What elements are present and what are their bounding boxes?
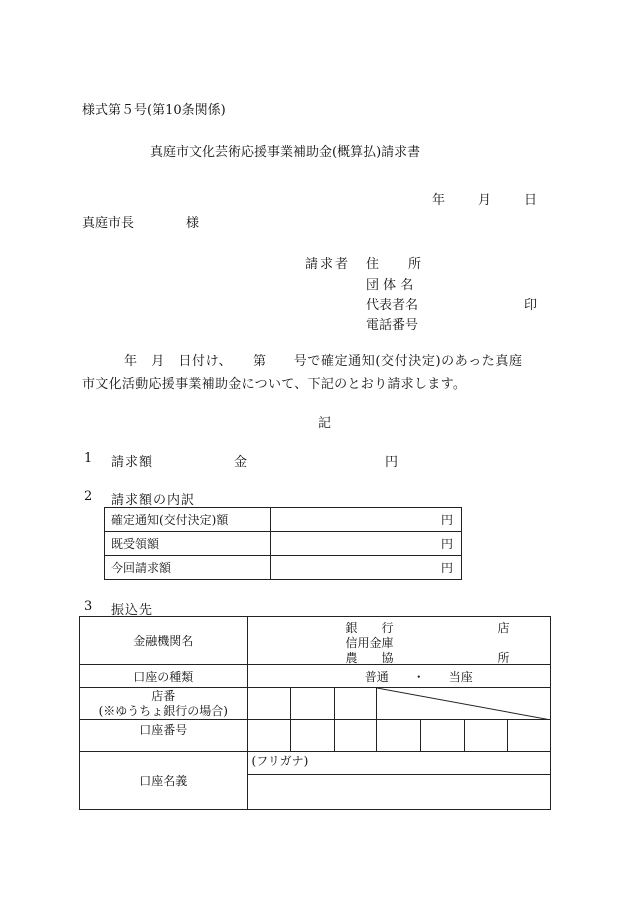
row-unit[interactable]: 円 — [271, 508, 462, 532]
body-line-2: 市文化活動応援事業補助金について、下記のとおり請求します。 — [82, 377, 467, 392]
date-day: 日 — [524, 193, 538, 208]
account-digit[interactable] — [335, 720, 377, 752]
nokyo-label: 農 協 — [345, 651, 394, 665]
account-number-label: 口座番号 — [80, 720, 248, 752]
row-unit[interactable]: 円 — [271, 556, 462, 580]
row-label: 今回請求額 — [105, 556, 271, 580]
account-digit[interactable] — [465, 720, 508, 752]
institution-label: 金融機関名 — [80, 617, 248, 665]
section3-label: 振込先 — [111, 603, 154, 618]
diagonal-line — [377, 688, 551, 720]
account-digit[interactable] — [247, 720, 291, 752]
table-row — [80, 665, 551, 688]
section1-kin: 金 — [234, 455, 248, 470]
addressee-honorific: 様 — [186, 216, 200, 231]
table-row — [80, 617, 551, 665]
account-type-label: 口座の種類 — [80, 665, 248, 688]
claimant-group: 団 体 名 — [366, 278, 414, 293]
table-row — [80, 720, 551, 752]
seal-mark: 印 — [524, 298, 538, 313]
document-title: 真庭市文化芸術応援事業補助金(概算払)請求書 — [150, 145, 421, 160]
claimant-phone: 電話番号 — [366, 318, 419, 333]
date-month: 月 — [478, 193, 492, 208]
section3-num: 3 — [84, 599, 93, 614]
branch-digit[interactable] — [247, 688, 291, 720]
addressee-name: 真庭市長 — [82, 216, 135, 231]
claimant-representative: 代表者名 — [366, 298, 419, 313]
account-name-field[interactable] — [247, 775, 550, 810]
table-row — [105, 508, 462, 532]
institution-field[interactable] — [247, 617, 550, 665]
account-digit[interactable] — [421, 720, 465, 752]
branch-number-label: 店番 — [151, 688, 176, 703]
branch-unused-cell — [377, 688, 551, 720]
section1-label: 請求額 — [111, 455, 154, 470]
section2-label: 請求額の内訳 — [111, 493, 196, 508]
date-year: 年 — [432, 193, 446, 208]
section1-num: 1 — [84, 451, 93, 466]
form-number: 様式第５号(第10条関係) — [82, 103, 226, 118]
account-digit[interactable] — [508, 720, 551, 752]
breakdown-table — [104, 507, 462, 580]
furigana-field[interactable]: (フリガナ) — [247, 752, 550, 775]
table-row — [105, 532, 462, 556]
ki-heading: 記 — [318, 416, 332, 431]
branch-digit[interactable] — [291, 688, 335, 720]
account-digit[interactable] — [377, 720, 421, 752]
claimant-address: 住 所 — [366, 257, 423, 272]
branch-number-note: (※ゆうちょ銀行の場合) — [98, 703, 228, 718]
transfer-table — [79, 616, 551, 810]
branch-store-label: 店 — [497, 621, 510, 635]
table-row — [105, 556, 462, 580]
row-label: 既受領額 — [105, 532, 271, 556]
section1-yen: 円 — [385, 455, 399, 470]
claimant-label: 請求者 — [305, 257, 351, 272]
branch-digit[interactable] — [335, 688, 377, 720]
body-line-1: 年 月 日付け、 第 号で確定通知(交付決定)のあった真庭 — [124, 354, 523, 369]
table-row — [80, 688, 551, 720]
branch-office-label: 所 — [497, 651, 510, 665]
section2-num: 2 — [84, 489, 93, 504]
bank-label: 銀 行 — [345, 621, 394, 635]
account-name-label: 口座名義 — [80, 752, 248, 810]
row-label: 確定通知(交付決定)額 — [105, 508, 271, 532]
shinkin-label: 信用金庫 — [345, 636, 394, 650]
account-digit[interactable] — [291, 720, 335, 752]
branch-number-cell — [80, 688, 248, 720]
row-unit[interactable]: 円 — [271, 532, 462, 556]
table-row — [80, 752, 551, 775]
account-type-options[interactable]: 普通 ・ 当座 — [247, 665, 550, 688]
